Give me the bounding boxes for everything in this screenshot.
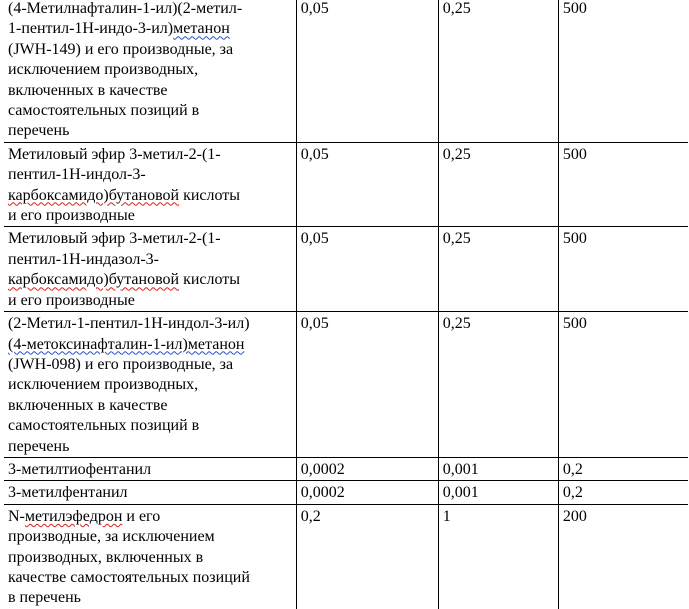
value-cell-c: 500 bbox=[558, 142, 688, 227]
substance-name-text: N- bbox=[8, 507, 25, 525]
substance-name-text: 3-метилтиофентанил bbox=[8, 460, 152, 478]
substance-name-text: и его производные, за исключением производных, включенных в качестве самостоятельных позиций в перечень bbox=[8, 507, 250, 607]
value-cell-c: 0,2 bbox=[558, 457, 688, 480]
table-row bbox=[4, 481, 688, 504]
substance-name-cell bbox=[4, 312, 296, 458]
table-row bbox=[4, 0, 688, 142]
spellcheck-marked-word: карбоксамидо)бутановой bbox=[8, 186, 180, 204]
value-cell-b: 0,001 bbox=[438, 457, 558, 480]
substance-name-cell bbox=[4, 0, 296, 142]
table-row bbox=[4, 142, 688, 227]
substance-name-text: кислоты и его производные bbox=[8, 186, 241, 225]
substance-name-cell bbox=[4, 504, 296, 609]
value-cell-a: 0,05 bbox=[296, 0, 438, 142]
substance-name-text: (2-Метил-1-пентил-1Н-индол-3-ил) bbox=[8, 315, 250, 333]
table-row bbox=[4, 457, 688, 480]
value-cell-c: 500 bbox=[558, 227, 688, 312]
spellcheck-marked-word: метанон bbox=[173, 20, 230, 38]
value-cell-a: 0,05 bbox=[296, 142, 438, 227]
value-cell-a: 0,0002 bbox=[296, 481, 438, 504]
value-cell-b: 0,001 bbox=[438, 481, 558, 504]
substance-name-cell bbox=[4, 227, 296, 312]
substance-name-text: 3-метилфентанил bbox=[8, 484, 128, 502]
value-cell-a: 0,0002 bbox=[296, 457, 438, 480]
value-cell-b: 0,25 bbox=[438, 142, 558, 227]
table-row bbox=[4, 227, 688, 312]
value-cell-b: 0,25 bbox=[438, 0, 558, 142]
value-cell-c: 500 bbox=[558, 312, 688, 458]
table-row bbox=[4, 504, 688, 609]
substance-name-cell bbox=[4, 142, 296, 227]
value-cell-a: 0,05 bbox=[296, 312, 438, 458]
value-cell-a: 0,2 bbox=[296, 504, 438, 609]
substance-name-text: (JWH-149) и его производные, за исключением производных, включенных в качестве самостоятельных позиций в перечень bbox=[8, 40, 234, 140]
value-cell-a: 0,05 bbox=[296, 227, 438, 312]
value-cell-b: 0,25 bbox=[438, 227, 558, 312]
value-cell-b: 0,25 bbox=[438, 312, 558, 458]
table-row bbox=[4, 312, 688, 458]
value-cell-c: 0,2 bbox=[558, 481, 688, 504]
value-cell-c: 500 bbox=[558, 0, 688, 142]
substance-name-cell bbox=[4, 481, 296, 504]
spellcheck-marked-word: (4-метоксинафталин-1-ил)метанон bbox=[8, 335, 245, 353]
value-cell-b: 1 bbox=[438, 504, 558, 609]
substance-name-text: (4-Метилнафталин-1-ил)(2-метил- 1-пентил-1Н-индо-3-ил) bbox=[8, 0, 243, 38]
substance-name-text: кислоты и его производные bbox=[8, 271, 241, 309]
substance-name-text: Метиловый эфир 3-метил-2-(1- пентил-1Н-индазол-3- bbox=[8, 230, 221, 268]
substance-name-cell bbox=[4, 457, 296, 480]
substance-name-text: (JWH-098) и его производные, за исключением производных, включенных в качестве самостоятельных позиций в перечень bbox=[8, 355, 234, 455]
value-cell-c: 200 bbox=[558, 504, 688, 609]
substance-name-text: Метиловый эфир 3-метил-2-(1- пентил-1Н-индол-3- bbox=[8, 145, 221, 184]
spellcheck-marked-word: карбоксамидо)бутановой bbox=[8, 271, 180, 289]
substances-table bbox=[4, 0, 688, 609]
spellcheck-marked-word: метилэфедрон bbox=[24, 507, 123, 525]
